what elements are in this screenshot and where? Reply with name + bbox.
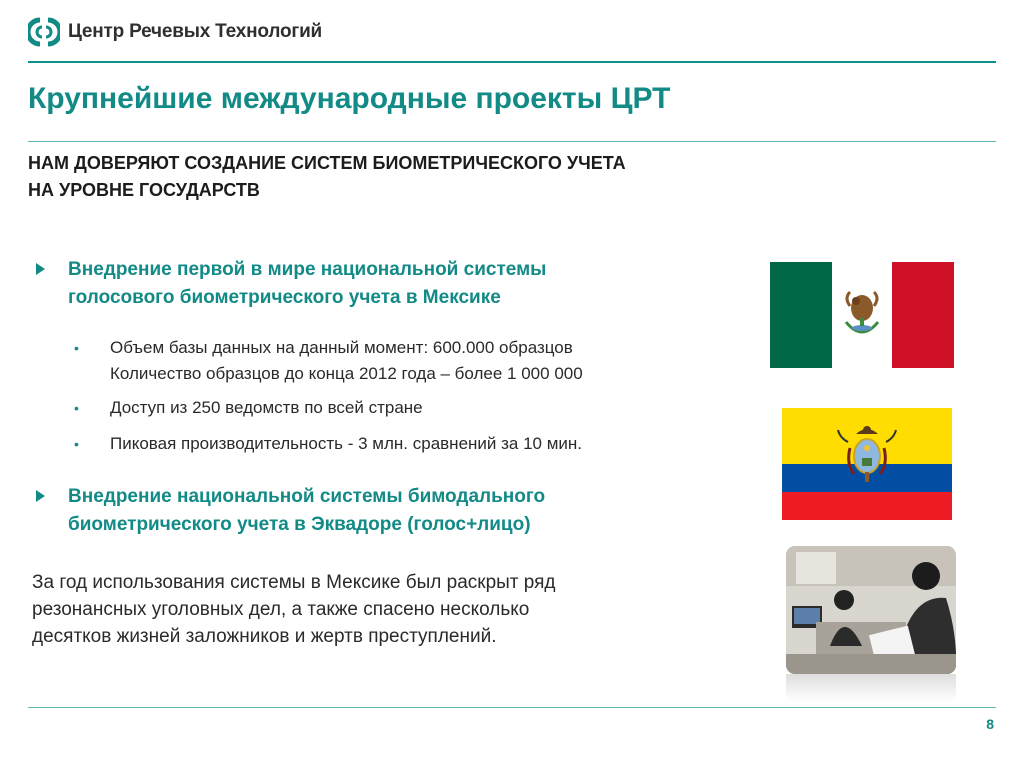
detail-item — [110, 335, 750, 387]
project-heading-mexico — [68, 256, 728, 312]
operators-photo — [786, 546, 956, 674]
project-heading-line: Внедрение первой в мире национальной системы — [68, 259, 547, 280]
detail-item: Доступ из 250 ведомств по всей стране — [110, 398, 423, 417]
arrow-bullet-icon — [36, 263, 45, 275]
page-number: 8 — [986, 716, 994, 732]
project-heading-line: биометрического учета в Эквадоре (голос+лицо) — [68, 514, 531, 535]
mexico-flag — [770, 262, 954, 368]
detail-line: Количество образцов до конца 2012 года – более 1 000 000 — [110, 364, 583, 383]
photo-reflection — [786, 674, 956, 702]
arrow-bullet-icon — [36, 490, 45, 502]
ecuador-flag — [782, 408, 952, 520]
bullet-dot-icon: • — [74, 436, 79, 452]
title-divider — [28, 141, 996, 142]
project-heading-line: голосового биометрического учета в Мексике — [68, 287, 501, 308]
company-logo — [28, 16, 322, 48]
summary-line: За год использования системы в Мексике был раскрыт ряд — [32, 572, 556, 593]
subtitle-line-1: НАМ ДОВЕРЯЮТ СОЗДАНИЕ СИСТЕМ БИОМЕТРИЧЕСКОГО УЧЕТА — [28, 153, 626, 173]
logo-icon — [28, 16, 60, 48]
bottom-divider — [28, 707, 996, 708]
top-divider — [28, 61, 996, 63]
detail-line: Объем базы данных на данный момент: 600.000 образцов — [110, 338, 573, 357]
subtitle — [28, 150, 828, 204]
bullet-dot-icon: • — [74, 340, 79, 356]
photo-image — [786, 546, 956, 674]
page-title: Крупнейшие международные проекты ЦРТ — [28, 82, 671, 115]
project-heading-ecuador — [68, 483, 728, 539]
project-heading-line: Внедрение национальной системы бимодального — [68, 486, 546, 507]
summary-line: резонансных уголовных дел, а также спасено несколько — [32, 599, 530, 620]
summary-line: десятков жизней заложников и жертв преступлений. — [32, 626, 497, 647]
summary-paragraph — [32, 569, 722, 650]
subtitle-line-2: НА УРОВНЕ ГОСУДАРСТВ — [28, 180, 260, 200]
bullet-dot-icon: • — [74, 400, 79, 416]
detail-item: Пиковая производительность - 3 млн. сравнений за 10 мин. — [110, 434, 583, 453]
logo-text: Центр Речевых Технологий — [68, 21, 323, 42]
